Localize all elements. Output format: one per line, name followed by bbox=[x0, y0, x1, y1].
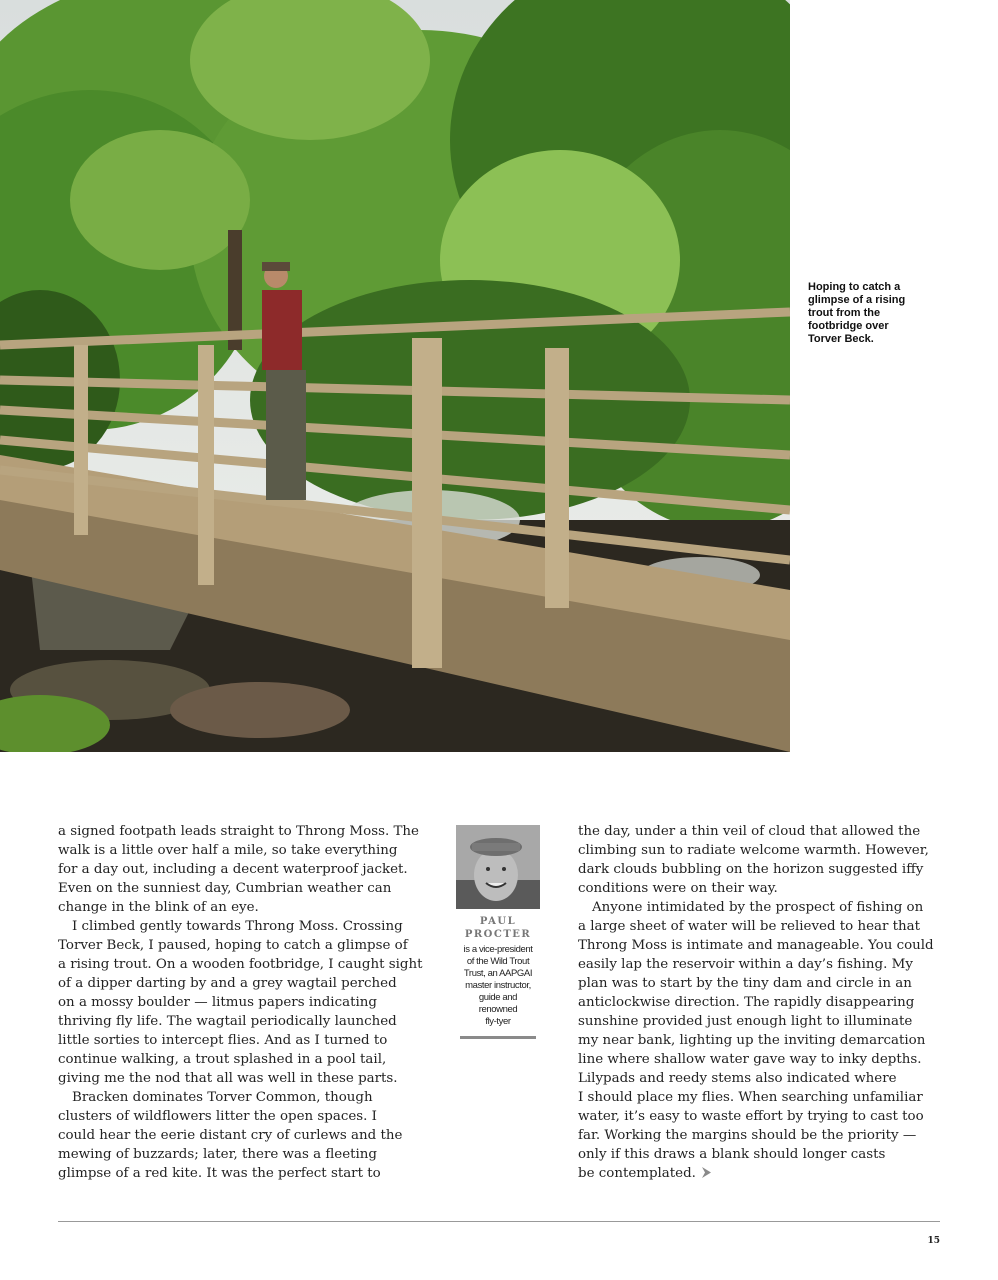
main-photo bbox=[0, 0, 790, 752]
text-line: conditions were on their way. bbox=[578, 881, 778, 896]
text-line: I climbed gently towards Throng Moss. Crossing bbox=[72, 919, 403, 934]
bio-line: is a vice-president bbox=[463, 944, 533, 955]
text-line: Torver Beck, I paused, hoping to catch a glimpse of bbox=[58, 938, 408, 953]
text-line: dark clouds bubbling on the horizon suggested iffy bbox=[578, 862, 924, 877]
caption-line: trout from the bbox=[808, 307, 881, 319]
text-line: Throng Moss is intimate and manageable. You could bbox=[578, 938, 934, 953]
author-box bbox=[456, 825, 540, 1039]
text-line: Bracken dominates Torver Common, though bbox=[72, 1090, 373, 1105]
bio-line: of the Wild Trout bbox=[466, 956, 530, 967]
text-line: giving me the nod that all was well in these parts. bbox=[58, 1071, 398, 1086]
right-text-column bbox=[578, 822, 963, 1183]
author-photo bbox=[456, 825, 540, 909]
text-line: far. Working the margins should be the priority — bbox=[578, 1128, 917, 1143]
bio-line: guide and bbox=[478, 992, 518, 1003]
text-line: on a mossy boulder — litmus papers indicating bbox=[58, 995, 377, 1010]
bio-line: fly-tyer bbox=[485, 1016, 511, 1027]
text-line: for a day out, including a decent waterproof jacket. bbox=[58, 862, 408, 877]
text-line: thriving fly life. The wagtail periodically launched bbox=[58, 1014, 397, 1029]
text-line: sunshine provided just enough light to illuminate bbox=[578, 1014, 913, 1029]
text-line: climbing sun to radiate welcome warmth. However, bbox=[578, 843, 929, 858]
bio-line: renowned bbox=[478, 1004, 518, 1015]
caption-line: Torver Beck. bbox=[808, 333, 874, 345]
footbridge-photo bbox=[0, 0, 790, 752]
page-number: 15 bbox=[927, 1236, 940, 1246]
text-line: a rising trout. On a wooden footbridge, I caught sight bbox=[58, 957, 423, 972]
text-line: of a dipper darting by and a grey wagtail perched bbox=[58, 976, 397, 991]
text-line: little sorties to intercept flies. And as I turned to bbox=[58, 1033, 388, 1048]
text-line: easily lap the reservoir within a day’s fishing. My bbox=[578, 957, 913, 972]
bio-line: Trust, an AAPGAI bbox=[463, 968, 533, 979]
text-line: plan was to start by the tiny dam and circle in an bbox=[578, 976, 912, 991]
caption-line: footbridge over bbox=[808, 320, 889, 332]
text-line: Even on the sunniest day, Cumbrian weather can bbox=[58, 881, 392, 896]
text-line: Anyone intimidated by the prospect of fishing on bbox=[592, 900, 924, 915]
text-line: continue walking, a trout splashed in a pool tail, bbox=[58, 1052, 387, 1067]
author-name bbox=[456, 915, 540, 941]
author-bio bbox=[456, 944, 540, 1028]
photo-caption bbox=[808, 281, 928, 346]
continue-arrow-icon bbox=[702, 1167, 711, 1178]
text-line: the day, under a thin veil of cloud that allowed the bbox=[578, 824, 921, 839]
text-line: a signed footpath leads straight to Throng Moss. The bbox=[58, 824, 419, 839]
text-line: change in the blink of an eye. bbox=[58, 900, 259, 915]
author-last-name: PROCTER bbox=[464, 929, 532, 940]
text-line: could hear the eerie distant cry of curlews and the bbox=[58, 1128, 403, 1143]
text-line: Lilypads and reedy stems also indicated where bbox=[578, 1071, 897, 1086]
text-line: a large sheet of water will be relieved to hear that bbox=[578, 919, 921, 934]
text-line: clusters of wildflowers litter the open spaces. I bbox=[58, 1109, 377, 1124]
author-divider bbox=[460, 1036, 536, 1039]
text-line: be contemplated. bbox=[578, 1166, 696, 1181]
text-line: walk is a little over half a mile, so take everything bbox=[58, 843, 398, 858]
text-line: line where shallow water gave way to inky depths. bbox=[578, 1052, 922, 1067]
bio-line: master instructor, bbox=[465, 980, 531, 991]
text-line: my near bank, lighting up the inviting demarcation bbox=[578, 1033, 926, 1048]
footer-rule bbox=[58, 1221, 940, 1222]
left-text-column bbox=[58, 822, 438, 1183]
text-line: water, it’s easy to waste effort by trying to cast too bbox=[578, 1109, 924, 1124]
author-first-name: PAUL bbox=[479, 916, 517, 927]
text-line: mewing of buzzards; later, there was a fleeting bbox=[58, 1147, 377, 1162]
text-line: glimpse of a red kite. It was the perfect start to bbox=[58, 1166, 381, 1181]
text-line: only if this draws a blank should longer casts bbox=[578, 1147, 886, 1162]
author-portrait-icon bbox=[456, 825, 540, 909]
text-line: I should place my flies. When searching unfamiliar bbox=[578, 1090, 923, 1105]
text-line: anticlockwise direction. The rapidly disappearing bbox=[578, 995, 915, 1010]
last-text-line bbox=[578, 1164, 963, 1183]
caption-line: glimpse of a rising bbox=[808, 294, 906, 306]
caption-line: Hoping to catch a bbox=[808, 281, 901, 293]
